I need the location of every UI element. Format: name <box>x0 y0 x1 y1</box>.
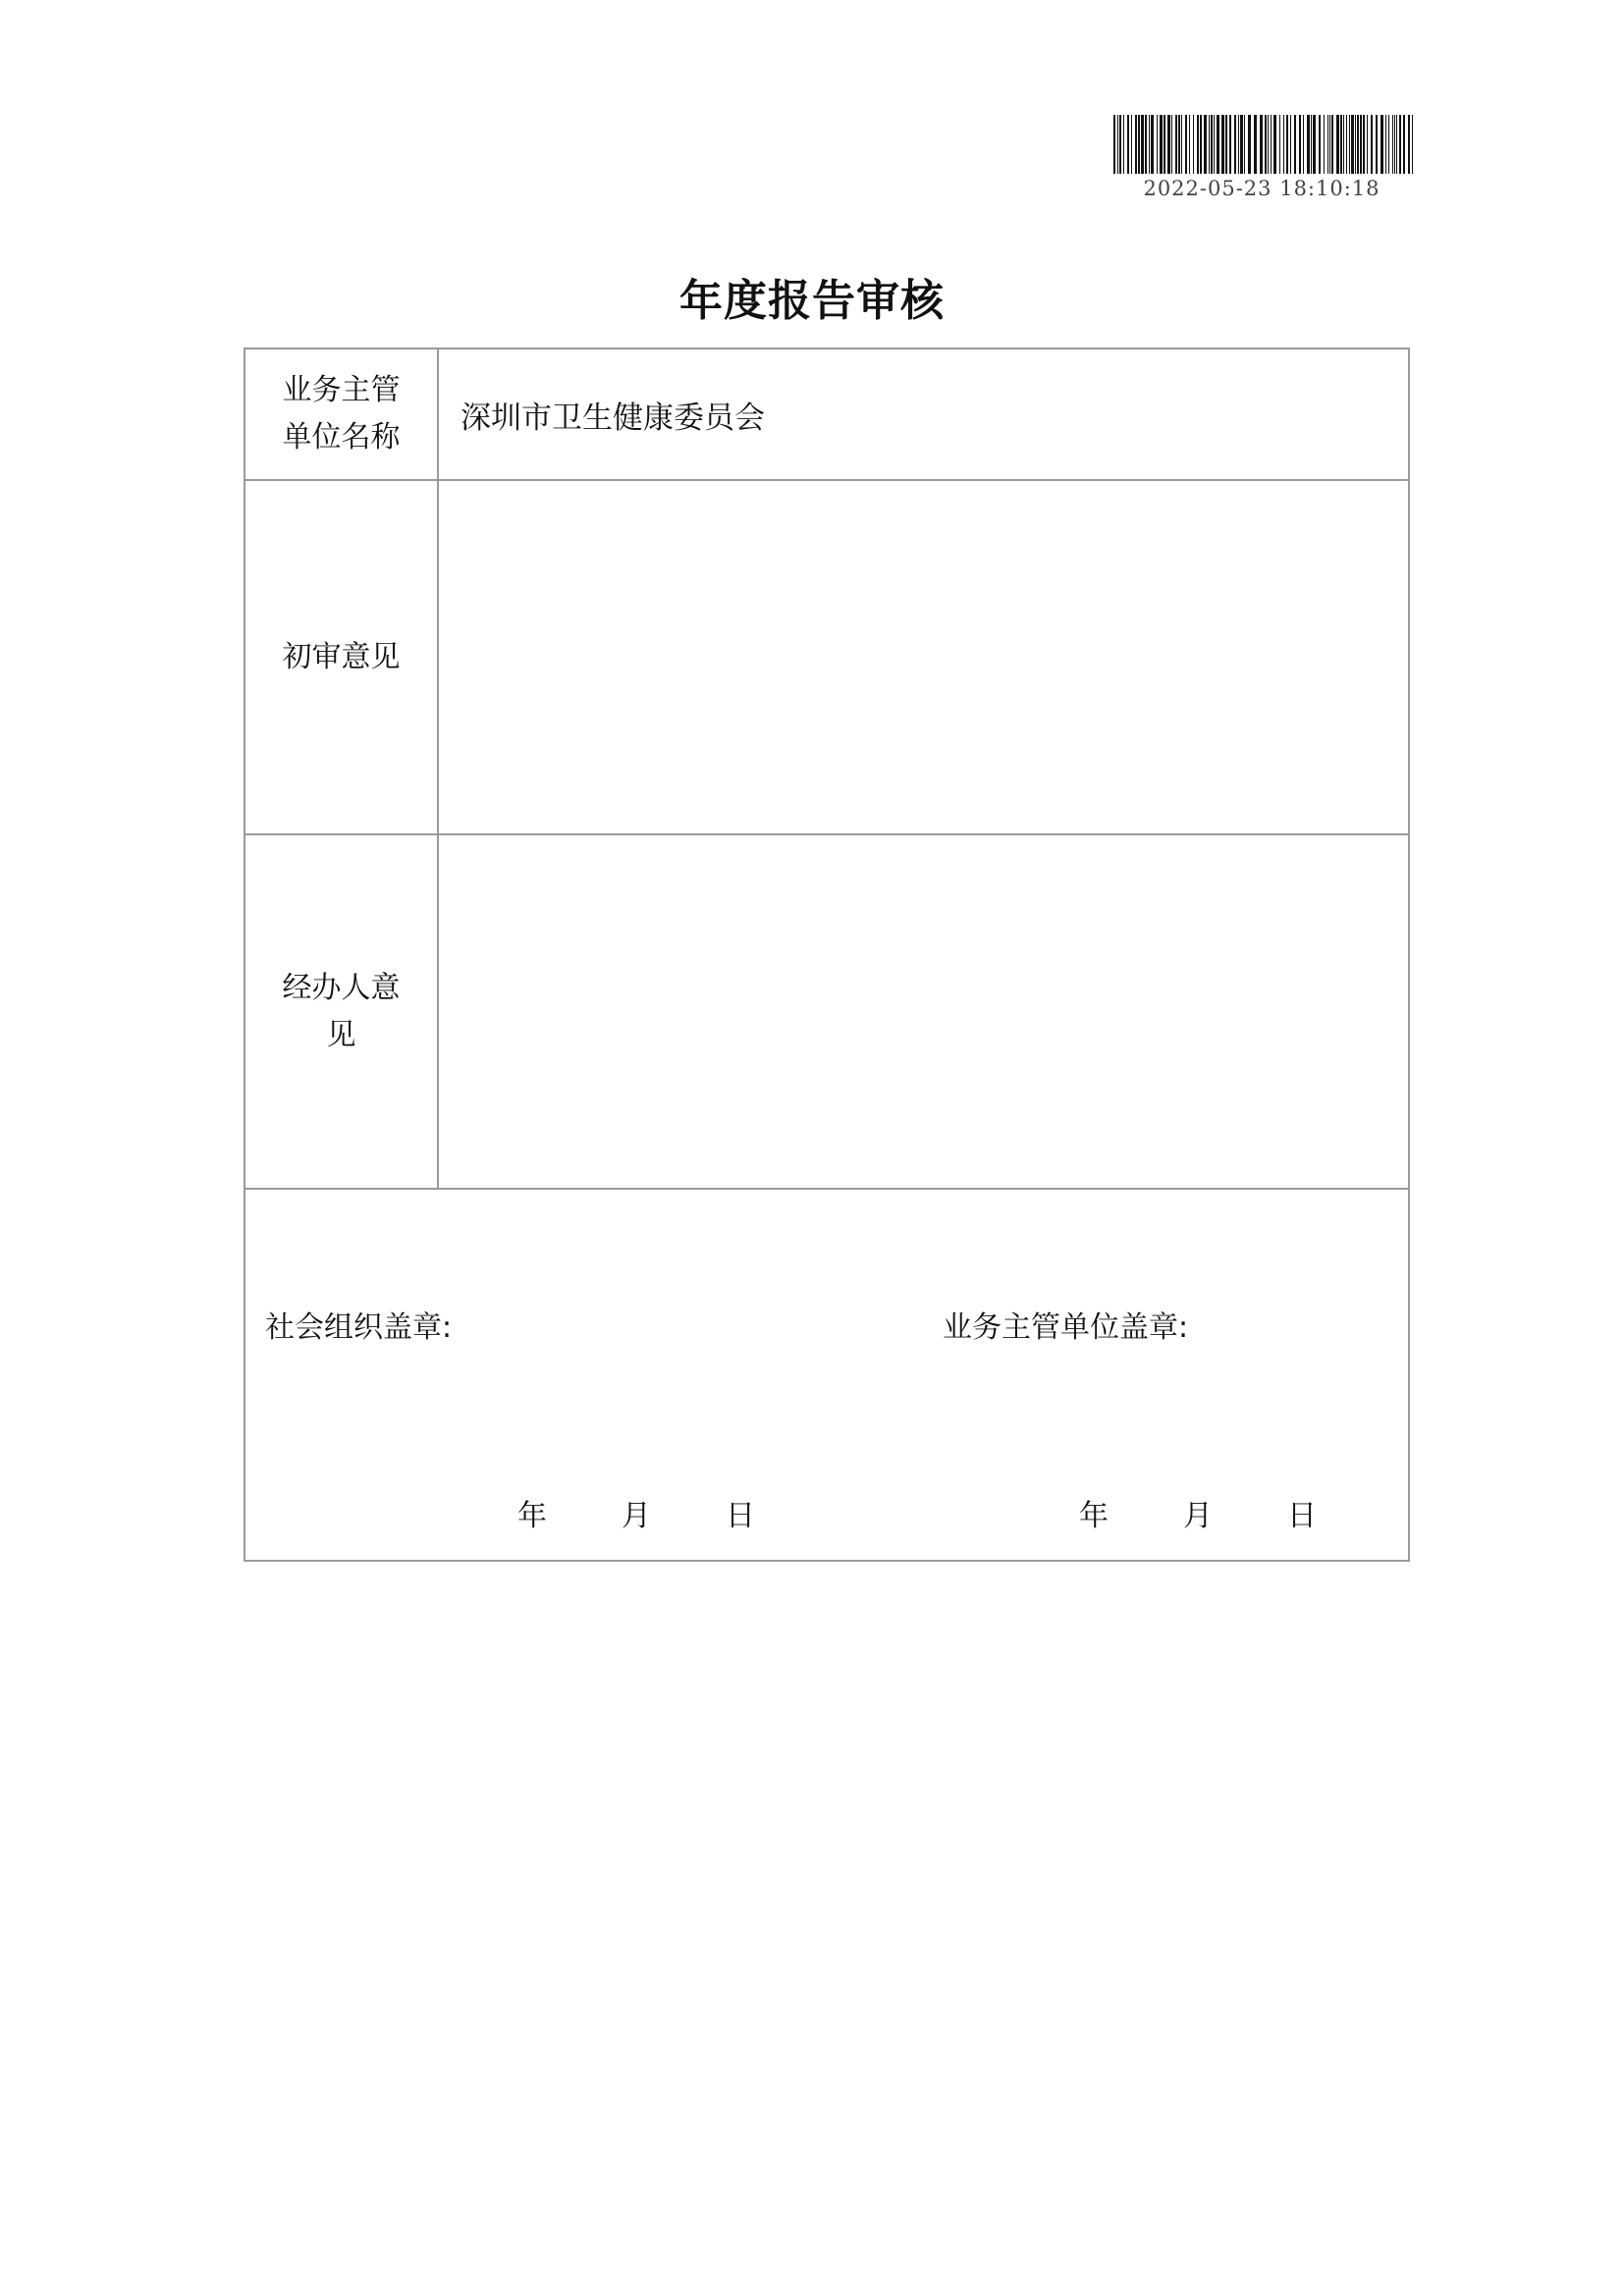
initial-review-field[interactable] <box>439 481 1408 833</box>
barcode-bar <box>1225 115 1227 174</box>
barcode-bar <box>1294 115 1296 174</box>
barcode-bar <box>1204 115 1207 174</box>
barcode-bar <box>1399 115 1401 174</box>
supervisor-date-day: 日 <box>1287 1499 1317 1533</box>
org-seal-label: 社会组织盖章: <box>265 1310 453 1345</box>
barcode-bar <box>1193 115 1194 174</box>
barcode-bar <box>1376 115 1378 174</box>
initial-review-label: 初审意见 <box>282 639 401 674</box>
barcode-bar <box>1131 115 1132 174</box>
barcode-bar <box>1313 115 1316 174</box>
barcode-bar <box>1349 115 1350 174</box>
barcode-bar <box>1189 115 1190 174</box>
page-title: 年度报告审核 <box>679 276 945 326</box>
form-label-cell <box>245 481 439 833</box>
barcode-bar <box>1268 115 1269 174</box>
barcode-bar <box>1175 115 1177 174</box>
barcode-bar <box>1119 115 1121 174</box>
barcode-bar <box>1307 115 1310 174</box>
barcode-bar <box>1244 115 1245 174</box>
form-label-cell <box>245 835 439 1188</box>
barcode-bar <box>1343 115 1344 174</box>
barcode-bar <box>1167 115 1170 174</box>
barcode-bar <box>1408 115 1410 174</box>
barcode-bar <box>1135 115 1137 174</box>
barcode-bar <box>1286 115 1288 174</box>
org-date-month: 月 <box>622 1499 651 1533</box>
barcode-bar <box>1141 115 1144 174</box>
barcode-bar <box>1283 115 1284 174</box>
barcode-bar <box>1340 115 1342 174</box>
supervisor-date-month: 月 <box>1183 1499 1213 1533</box>
barcode-bar <box>1145 115 1147 174</box>
barcode-bar <box>1367 115 1368 174</box>
barcode-bar <box>1229 115 1231 174</box>
form-row-supervisor <box>245 349 1408 481</box>
form-label-cell <box>245 349 439 479</box>
barcode-bar <box>1271 115 1272 174</box>
barcode-bar <box>1371 115 1373 174</box>
barcode-bar <box>1357 115 1359 174</box>
barcode-bar <box>1396 115 1397 174</box>
barcode-timestamp: 2022-05-23 18:10:18 <box>1143 177 1380 200</box>
barcode-bar <box>1346 115 1347 174</box>
barcode-bar <box>1412 115 1413 174</box>
handler-opinion-label: 经办人意见 <box>282 970 401 1052</box>
barcode-bar <box>1181 115 1182 174</box>
barcode-bar <box>1299 115 1301 174</box>
barcode-bar <box>1265 115 1267 174</box>
barcode-bar <box>1260 115 1263 174</box>
form-row-handler-opinion <box>245 835 1408 1190</box>
barcode-bar <box>1197 115 1199 174</box>
barcode-bar <box>1160 115 1163 174</box>
barcode-bar <box>1331 115 1333 174</box>
form-row-initial-review <box>245 481 1408 835</box>
barcode-bar <box>1392 115 1393 174</box>
barcode-bar <box>1351 115 1354 174</box>
supervisor-date-year: 年 <box>1079 1499 1109 1533</box>
barcode-bar <box>1238 115 1239 174</box>
barcode-bar <box>1363 115 1365 174</box>
barcode-bar <box>1185 115 1187 174</box>
barcode-bar <box>1327 115 1328 174</box>
barcode-bar <box>1329 115 1330 174</box>
barcode-bar <box>1209 115 1210 174</box>
form-value-cell[interactable] <box>439 349 1408 479</box>
barcode-bar <box>1248 115 1251 174</box>
org-date-year: 年 <box>517 1499 547 1533</box>
barcode-bar <box>1211 115 1213 174</box>
form-row-seals <box>245 1190 1408 1562</box>
barcode-bar <box>1217 115 1219 174</box>
barcode-bar <box>1380 115 1383 174</box>
barcode-bar <box>1290 115 1291 174</box>
barcode-bar <box>1324 115 1325 174</box>
barcode-bar <box>1123 115 1124 174</box>
barcode-bar <box>1178 115 1180 174</box>
barcode-bar <box>1164 115 1165 174</box>
supervisor-unit-label: 业务主管单位名称 <box>282 373 401 454</box>
barcode-bar <box>1149 115 1150 174</box>
barcode-bar <box>1221 115 1224 174</box>
barcode <box>1113 115 1414 174</box>
barcode-bar <box>1360 115 1362 174</box>
barcode-bar <box>1254 115 1257 174</box>
barcode-bar <box>1311 115 1312 174</box>
barcode-bar <box>1200 115 1202 174</box>
barcode-bar <box>1240 115 1243 174</box>
barcode-bar <box>1388 115 1389 174</box>
barcode-bar <box>1127 115 1129 174</box>
barcode-bar <box>1385 115 1386 174</box>
supervisor-seal-label: 业务主管单位盖章: <box>943 1310 1189 1345</box>
supervisor-unit-value: 深圳市卫生健康委员会 <box>460 400 765 436</box>
barcode-bar <box>1171 115 1172 174</box>
barcode-bar <box>1234 115 1236 174</box>
barcode-bar <box>1214 115 1215 174</box>
barcode-bar <box>1117 115 1118 174</box>
barcode-bar <box>1138 115 1140 174</box>
barcode-bar <box>1273 115 1276 174</box>
org-date-day: 日 <box>726 1499 755 1533</box>
barcode-bar <box>1157 115 1158 174</box>
review-form <box>244 347 1410 1562</box>
barcode-bar <box>1113 115 1115 174</box>
handler-opinion-field[interactable] <box>439 835 1408 1188</box>
barcode-bar <box>1355 115 1356 174</box>
barcode-bar <box>1336 115 1339 174</box>
barcode-bar <box>1394 115 1395 174</box>
barcode-bar <box>1319 115 1321 174</box>
barcode-bar <box>1303 115 1304 174</box>
barcode-bar <box>1151 115 1154 174</box>
barcode-bar <box>1279 115 1280 174</box>
barcode-bar <box>1403 115 1405 174</box>
